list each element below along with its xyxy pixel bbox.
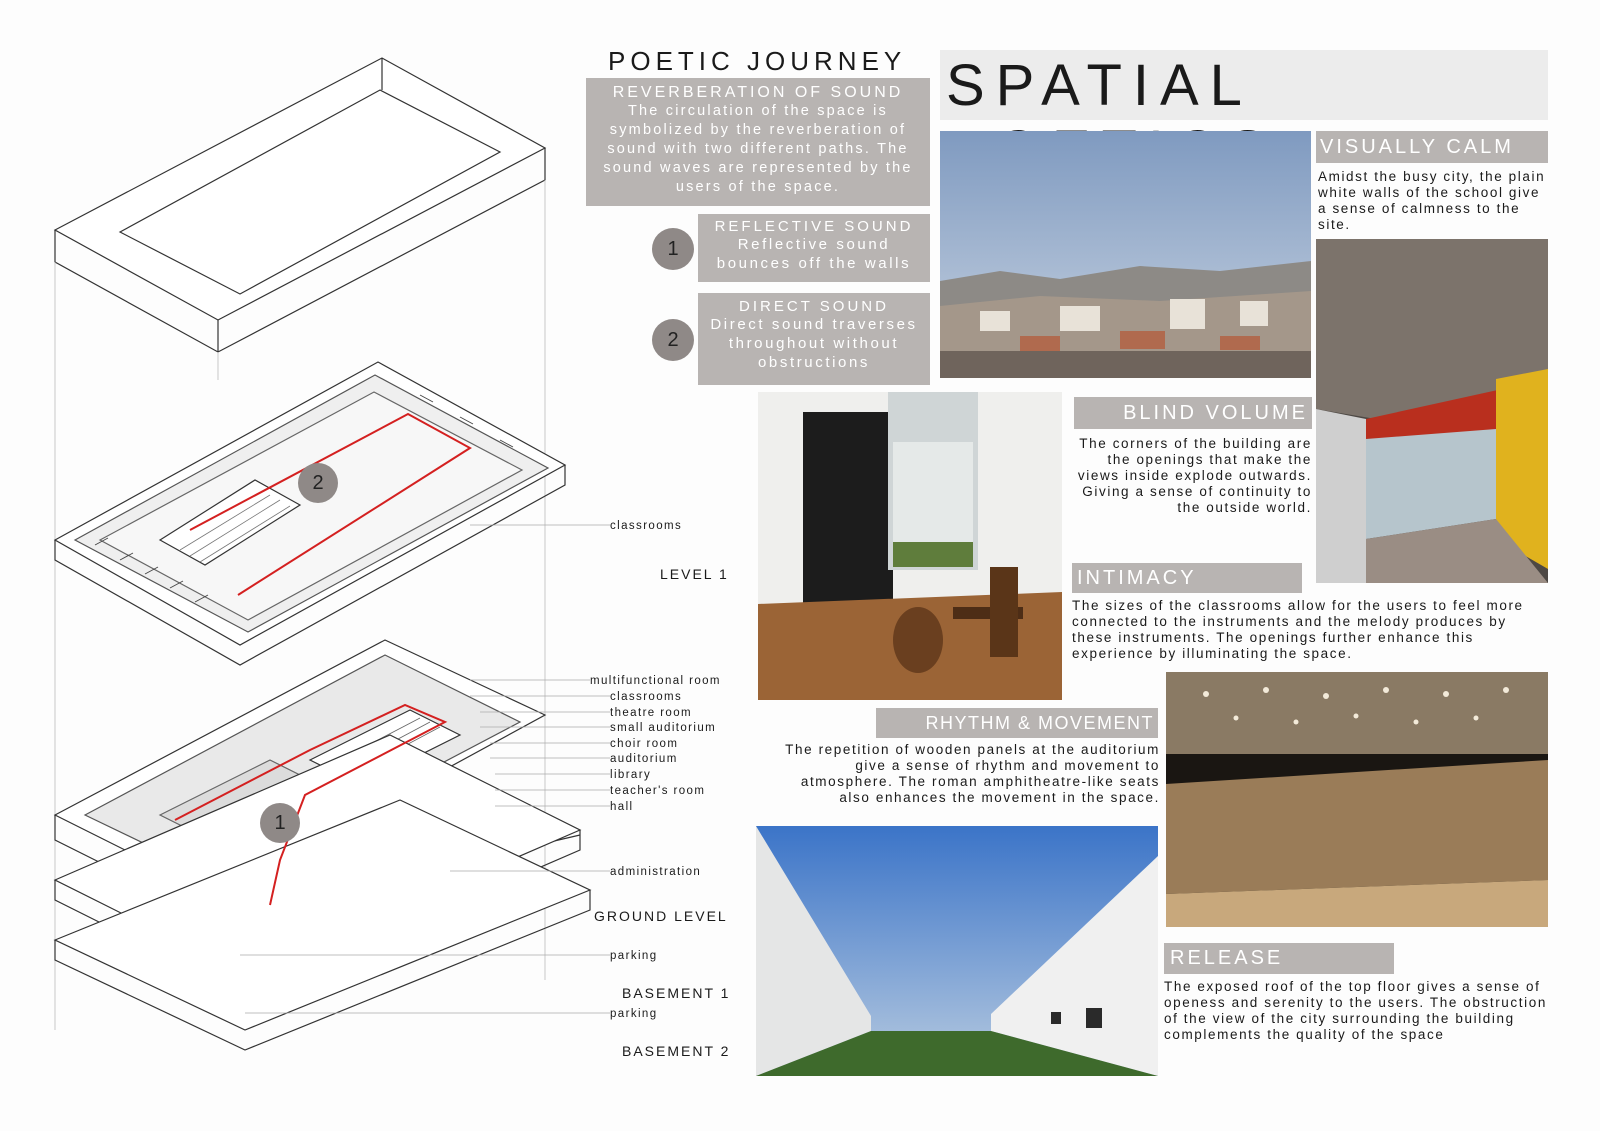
label-auditorium: auditorium (610, 753, 678, 765)
direct-sound-box (698, 293, 930, 385)
sound-path-2-marker: 2 (652, 319, 694, 361)
city-view-photo (940, 131, 1311, 378)
rhythm-movement-body: The repetition of wooden panels at the auditorium give a sense of rhythm and movement to atmosphere. The roman amphitheatre-like seats also enhances the movement in the space. (785, 742, 1160, 805)
reflective-sound-title: REFLECTIVE SOUND (714, 218, 914, 235)
courtyard-photo (756, 826, 1158, 1076)
label-teachers-room: teacher's room (610, 785, 706, 797)
release-body: The exposed roof of the top floor gives a sense of openess and serenity to the users. The obstruction of the view of the city surrounding the building complements the quality of the space (1164, 979, 1547, 1042)
ground-level-label: GROUND LEVEL (594, 908, 728, 924)
label-theatre-room: theatre room (610, 707, 692, 719)
label-hall: hall (610, 801, 634, 813)
direct-sound-body: Direct sound traverses throughout without obstructions (710, 316, 918, 371)
path-marker-1: 1 (260, 803, 300, 843)
label-classrooms-gl: classrooms (610, 691, 683, 703)
intimacy-heading: INTIMACY (1072, 563, 1302, 593)
label-classrooms-l1: classrooms (610, 520, 683, 532)
visually-calm-heading: VISUALLY CALM (1316, 131, 1548, 163)
intimacy-body: The sizes of the classrooms allow for the users to feel more connected to the instruments and the melody produces by these instruments. The openings further enhance this experience by illuminating the space. (1072, 598, 1524, 661)
label-small-auditorium: small auditorium (610, 722, 717, 734)
blind-volume-heading: BLIND VOLUME (1074, 397, 1312, 429)
reverberation-title: REVERBERATION OF SOUND (612, 84, 904, 101)
label-library: library (610, 769, 652, 781)
corridor-photo (1316, 239, 1548, 583)
path-marker-2: 2 (298, 463, 338, 503)
auditorium-photo (1166, 672, 1548, 927)
direct-sound-title: DIRECT SOUND (739, 298, 889, 315)
reflective-sound-body: Reflective sound bounces off the walls (716, 236, 912, 272)
sound-path-1-marker: 1 (652, 228, 694, 270)
level-1-label: LEVEL 1 (660, 566, 729, 582)
label-choir-room: choir room (610, 738, 679, 750)
blind-volume-body: The corners of the building are the openings that make the views inside explode outwards. Giving a sense of continuity to the outside world. (1077, 436, 1312, 515)
basement-2-label: BASEMENT 2 (622, 1043, 731, 1059)
rhythm-movement-heading: RHYTHM & MOVEMENT (876, 708, 1158, 738)
classroom-photo (758, 392, 1062, 700)
label-administration: administration (610, 866, 702, 878)
reverberation-body: The circulation of the space is symbolized by the reverberation of sound with two different paths. The sound waves are represented by the users of the space. (603, 103, 913, 195)
visually-calm-body: Amidst the busy city, the plain white walls of the school give a sense of calmness to the site. (1318, 169, 1546, 232)
page-title: SPATIAL (946, 53, 1251, 118)
basement-1-label: BASEMENT 1 (622, 985, 731, 1001)
release-heading: RELEASE (1164, 943, 1394, 974)
label-parking-b1: parking (610, 950, 658, 962)
reverberation-box (586, 78, 930, 206)
label-multifunctional-room: multifunctional room (590, 675, 721, 687)
poetic-journey-heading: POETIC JOURNEY (608, 46, 907, 76)
reflective-sound-box (698, 214, 930, 282)
label-parking-b2: parking (610, 1008, 658, 1020)
